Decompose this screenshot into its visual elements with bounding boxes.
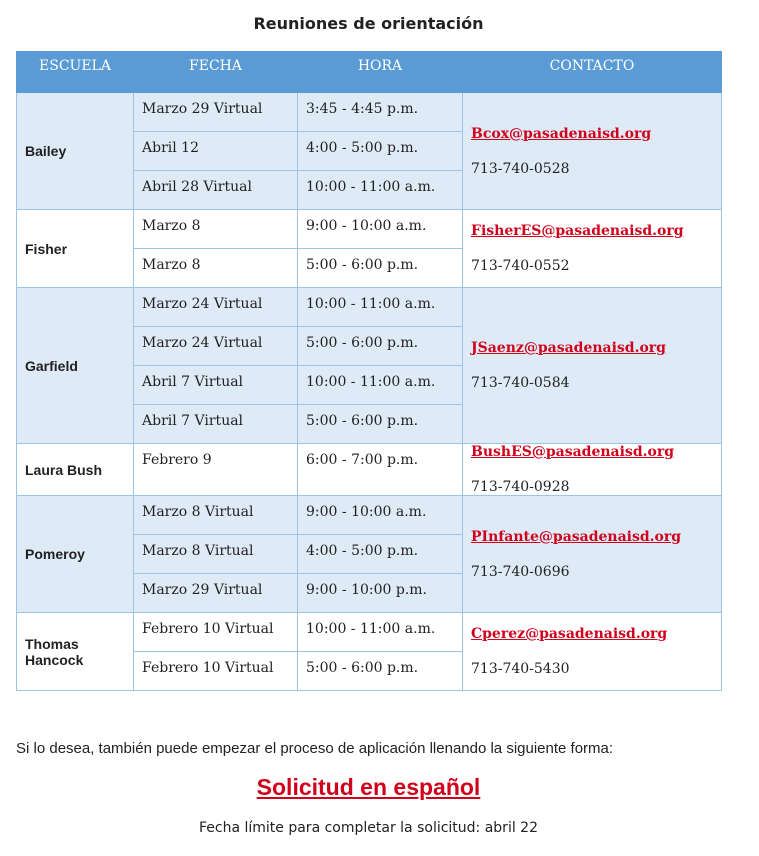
session-date-cell: Febrero 10 Virtual bbox=[134, 613, 298, 652]
session-date-cell: Abril 28 Virtual bbox=[134, 171, 298, 210]
session-time-cell: 10:00 - 11:00 a.m. bbox=[298, 366, 463, 405]
session-time-cell: 10:00 - 11:00 a.m. bbox=[298, 613, 463, 652]
column-header-date: FECHA bbox=[134, 52, 298, 93]
table-row bbox=[17, 93, 722, 132]
contact-cell bbox=[463, 444, 722, 496]
session-time-cell: 5:00 - 6:00 p.m. bbox=[298, 405, 463, 444]
contact-email-link[interactable]: Bcox@pasadenaisd.org bbox=[471, 125, 652, 142]
session-time-cell: 5:00 - 6:00 p.m. bbox=[298, 652, 463, 691]
session-time-cell: 6:00 - 7:00 p.m. bbox=[298, 444, 463, 496]
application-note: Si lo desea, también puede empezar el proceso de aplicación llenando la siguiente forma: bbox=[16, 740, 614, 757]
session-time-cell: 10:00 - 11:00 a.m. bbox=[298, 288, 463, 327]
session-date-cell: Marzo 8 Virtual bbox=[134, 496, 298, 535]
session-date-cell: Abril 12 bbox=[134, 132, 298, 171]
table-row bbox=[17, 444, 722, 496]
session-time-cell: 9:00 - 10:00 a.m. bbox=[298, 496, 463, 535]
table-row bbox=[17, 496, 722, 535]
school-name-cell: Pomeroy bbox=[17, 496, 134, 613]
session-time-cell: 5:00 - 6:00 p.m. bbox=[298, 327, 463, 366]
orientation-schedule-table bbox=[16, 51, 722, 691]
session-date-cell: Marzo 8 Virtual bbox=[134, 535, 298, 574]
column-header-contact: CONTACTO bbox=[463, 52, 722, 93]
session-time-cell: 4:00 - 5:00 p.m. bbox=[298, 535, 463, 574]
session-time-cell: 9:00 - 10:00 a.m. bbox=[298, 210, 463, 249]
table-row bbox=[17, 210, 722, 249]
contact-cell bbox=[463, 210, 722, 288]
contact-email-link[interactable]: FisherES@pasadenaisd.org bbox=[471, 223, 684, 239]
session-time-cell: 5:00 - 6:00 p.m. bbox=[298, 249, 463, 288]
contact-phone: 713-740-5430 bbox=[471, 661, 570, 677]
session-date-cell: Febrero 10 Virtual bbox=[134, 652, 298, 691]
table-body bbox=[17, 93, 722, 691]
school-name-cell: Garfield bbox=[17, 288, 134, 444]
column-header-school: ESCUELA bbox=[17, 52, 134, 93]
session-date-cell: Abril 7 Virtual bbox=[134, 366, 298, 405]
session-time-cell: 3:45 - 4:45 p.m. bbox=[298, 93, 463, 132]
table-header-row bbox=[17, 52, 722, 93]
contact-cell bbox=[463, 496, 722, 613]
application-form-link[interactable]: Solicitud en español bbox=[256, 774, 481, 800]
session-date-cell: Marzo 24 Virtual bbox=[134, 327, 298, 366]
contact-cell bbox=[463, 93, 722, 210]
session-date-cell: Marzo 29 Virtual bbox=[134, 93, 298, 132]
contact-phone: 713-740-0696 bbox=[471, 563, 570, 580]
contact-cell bbox=[463, 288, 722, 444]
school-name-cell: Bailey bbox=[17, 93, 134, 210]
session-time-cell: 9:00 - 10:00 p.m. bbox=[298, 574, 463, 613]
session-date-cell: Marzo 8 bbox=[134, 210, 298, 249]
session-date-cell: Abril 7 Virtual bbox=[134, 405, 298, 444]
session-time-cell: 10:00 - 11:00 a.m. bbox=[298, 171, 463, 210]
session-date-cell: Marzo 24 Virtual bbox=[134, 288, 298, 327]
session-date-cell: Marzo 29 Virtual bbox=[134, 574, 298, 613]
school-name-cell: Thomas Hancock bbox=[17, 613, 134, 691]
session-date-cell: Febrero 9 bbox=[134, 444, 298, 496]
table-row bbox=[17, 288, 722, 327]
contact-email-link[interactable]: BushES@pasadenaisd.org bbox=[471, 444, 674, 460]
table-row bbox=[17, 613, 722, 652]
deadline-text: Fecha límite para completar la solicitud: abril 22 bbox=[198, 820, 538, 836]
contact-email-link[interactable]: JSaenz@pasadenaisd.org bbox=[471, 340, 666, 356]
session-time-cell: 4:00 - 5:00 p.m. bbox=[298, 132, 463, 171]
school-name-cell: Laura Bush bbox=[17, 444, 134, 496]
page-title: Reuniones de orientación bbox=[253, 14, 484, 33]
contact-email-link[interactable]: Cperez@pasadenaisd.org bbox=[471, 626, 668, 642]
contact-phone: 713-740-0528 bbox=[471, 160, 570, 177]
column-header-time: HORA bbox=[298, 52, 463, 93]
contact-cell bbox=[463, 613, 722, 691]
contact-email-link[interactable]: PInfante@pasadenaisd.org bbox=[471, 528, 682, 545]
school-name-cell: Fisher bbox=[17, 210, 134, 288]
contact-phone: 713-740-0928 bbox=[471, 479, 570, 495]
contact-phone: 713-740-0584 bbox=[471, 375, 570, 391]
session-date-cell: Marzo 8 bbox=[134, 249, 298, 288]
contact-phone: 713-740-0552 bbox=[471, 258, 570, 274]
